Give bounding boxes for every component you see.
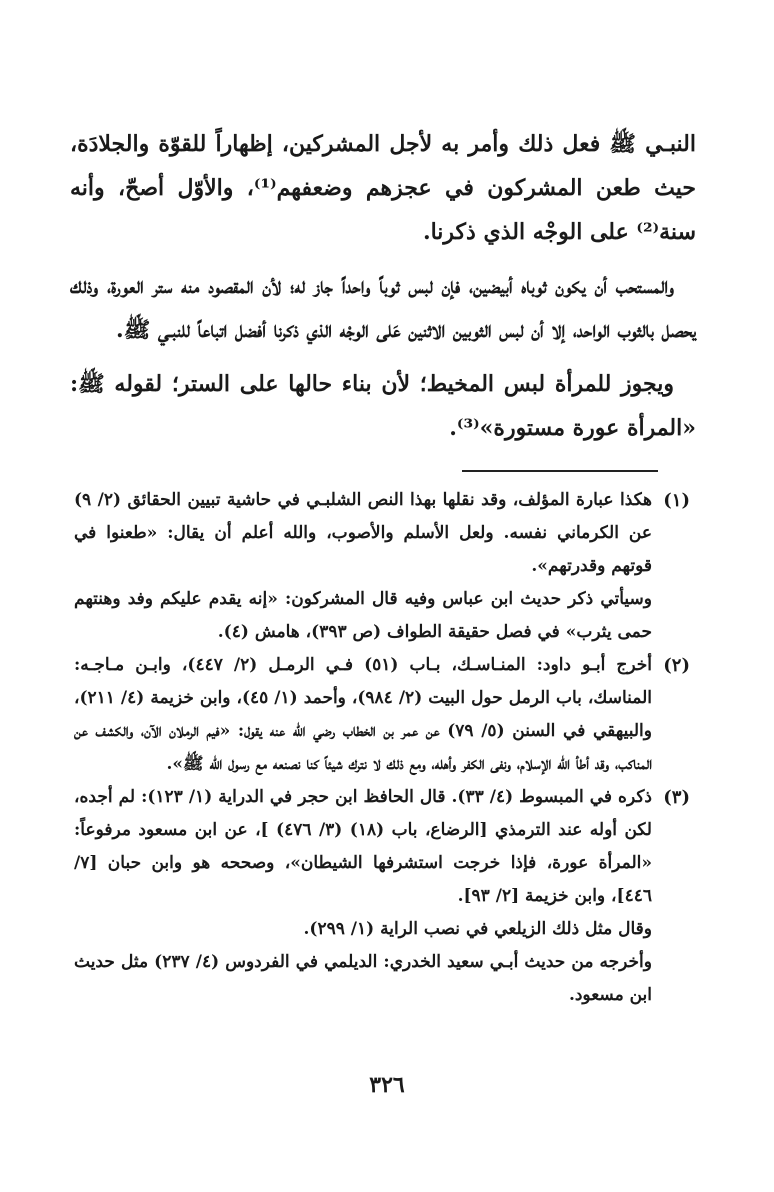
main-paragraph-3: ويجوز للمرأة لبس المخيط؛ لأن بناء حالها على الستر؛ لقوله ﷺ: «المرأة عورة مستورة»⁽³⁾. [70, 371, 696, 441]
footnotes [74, 484, 690, 1012]
footnote-text: وقال مثل ذلك الزيلعي في نصب الراية (١/ ٢٩٩). [303, 919, 652, 939]
footnote-body [74, 484, 652, 649]
footnote-text: هكذا عبارة المؤلف، وقد نقلها بهذا النص الشلبـي في حاشية تبيين الحقائق (٢/ ٩) عن الكرماني نفسه. ولعل الأسلم والأصوب، والله أعلم أن يقال: «طعنوا في قوتهم وقدرتهم». [74, 490, 652, 576]
footnote-2 [74, 649, 690, 781]
footnote-text: ذكره في المبسوط (٤/ ٣٣). قال الحافظ ابن حجر في الدراية (١/ ١٢٣): لم أجده، لكن أوله عند الترمذي [الرضاع، باب (١٨) (٣/ ٤٧٦) ]، عن ابن مسعود مرفوعاً: «المرأة عورة، فإذا خرجت استشرفها الشيطان»، وصححه هو وابن حبان [٧/ ٤٤٦]، وابن خزيمة [٢/ ٩٣]. [74, 787, 652, 906]
footnote-separator [462, 470, 658, 472]
main-paragraph-2: والمستحب أن يكون ثوباه أبيضين، فإن لبس ثوباً واحداً جاز له؛ لأن المقصود منه ستر العورة، وذلك يحصل بالثوب الواحد، إلا أن لبس الثوبين الاثنين عَلى الوجْه الذي ذكرنا أفضل اتباعاً للنبـي ﷺ. [70, 273, 696, 343]
footnote-body [74, 649, 652, 781]
footnote-body [74, 781, 652, 1012]
footnote-number: (٣) [663, 787, 690, 808]
footnote-number: (١) [663, 490, 690, 511]
page-number: ٣٢٦ [369, 1072, 405, 1098]
footnote-3 [74, 781, 690, 1012]
footnote-number: (٢) [663, 655, 690, 676]
main-text [70, 122, 696, 460]
footnote-text: أخرج أبـو داود: المنـاسـك، بـاب (٥١) فـي الرمـل (٢/ ٤٤٧)، وابـن مـاجـه: المناسك، باب الرمل حول البيت (٢/ ٩٨٤)، وأحمد (١/ ٤٥)، وابن خزيمة (٤/ ٢١١)، والبيهقي في السنن (٥/ ٧٩) عن عمر بن الخطاب رضي الله عنه يقول: «فيم الرملان الآن، والكشف عن المناكب، وقد أطأ الله الإسلام، ونفى الكفر وأهله، ومع ذلك لا نترك شيئاً كنا نصنعه مع رسول الله ﷺ». [74, 655, 652, 774]
main-paragraph-1: النبـي ﷺ فعل ذلك وأمر به لأجل المشركين، إظهاراً للقوّة والجلادَة، حيث طعن المشركون في عجزهم وضعفهم⁽¹⁾، والأوّل أصحّ، وأنه سنة⁽²⁾ على الوجْه الذي ذكرنا. [70, 131, 696, 245]
footnote-1 [74, 484, 690, 649]
footnote-text: وأخرجه من حديث أبـي سعيد الخدري: الديلمي في الفردوس (٤/ ٢٣٧) مثل حديث ابن مسعود. [74, 952, 652, 1005]
footnote-text: وسيأتي ذكر حديث ابن عباس وفيه قال المشركون: «إنه يقدم عليكم وفد وهنتهم حمى يثرب» في فصل حقيقة الطواف (ص ٣٩٣)، هامش (٤). [74, 589, 652, 642]
